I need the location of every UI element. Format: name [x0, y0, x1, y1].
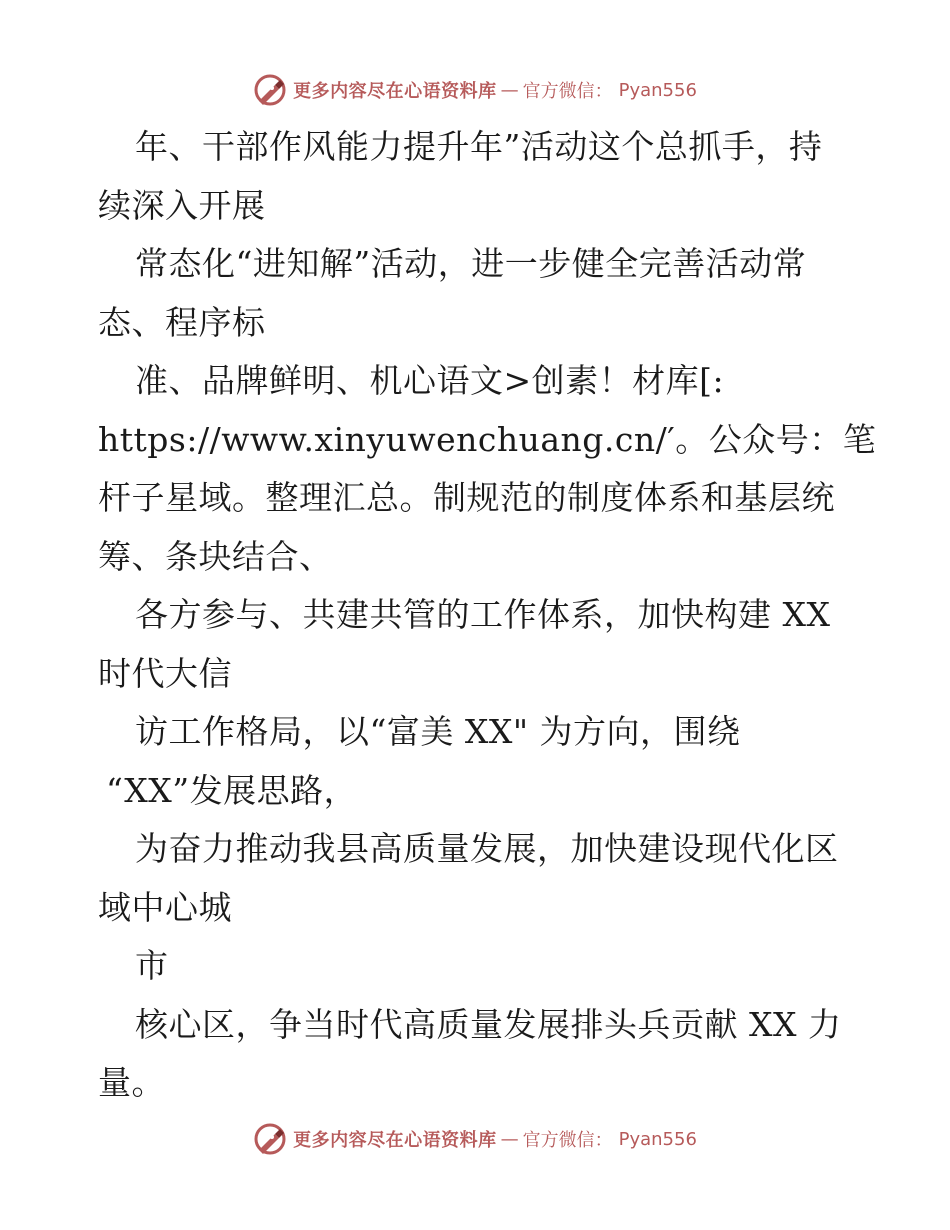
footer-banner [0, 1119, 950, 1159]
body-line: 筹、条块结合、 [98, 536, 333, 576]
body-line: 杆子星域。整理汇总。制规范的制度体系和基层统 [98, 478, 835, 517]
banner-title: 更多内容尽在心语资料库 [293, 1130, 497, 1151]
body-line: 为奋力推动我县高质量发展，加快建设现代化区 [135, 829, 839, 868]
banner-separator: — [500, 1128, 519, 1150]
body-line: 常态化“进知解”活动，进一步健全完善活动常 [135, 244, 807, 283]
body-line: 域中心城 [98, 887, 232, 927]
body-line: 量。 [98, 1063, 165, 1102]
body-line: 市 [135, 946, 169, 985]
banner-wechat-label: 官方微信： [522, 81, 613, 102]
banner-separator: — [500, 79, 519, 101]
body-line: 态、程序标 [98, 302, 266, 342]
header-banner [0, 70, 950, 110]
body-line: 续深入开展 [98, 185, 266, 225]
body-line: 各方参与、共建共管的工作体系，加快构建 XX [135, 595, 831, 634]
body-line: 核心区，争当时代高质量发展排头兵贡献 XX 力 [135, 1004, 842, 1044]
banner-wechat-id: Pyan556 [618, 79, 697, 101]
body-line: 时代大信 [98, 653, 232, 693]
pen-logo-icon [253, 1122, 287, 1156]
body-line: https://www.xinyuwenchuang.cn/′。公众号：笔 [98, 419, 877, 459]
banner-wechat-label: 官方微信： [522, 1130, 613, 1151]
body-line: 年、干部作风能力提升年”活动这个总抓手，持 [135, 127, 823, 166]
banner-title: 更多内容尽在心语资料库 [293, 81, 497, 102]
document-body [98, 118, 877, 1113]
pen-logo-icon [253, 73, 287, 107]
banner-wechat-id: Pyan556 [618, 1128, 697, 1150]
body-line: 访工作格局，以“富美 XX" 为方向，围绕 [135, 712, 741, 751]
body-line: 准、品牌鲜明、机心语文>创素！材库[: [135, 361, 725, 400]
body-line: “XX”发展思路， [106, 770, 358, 810]
